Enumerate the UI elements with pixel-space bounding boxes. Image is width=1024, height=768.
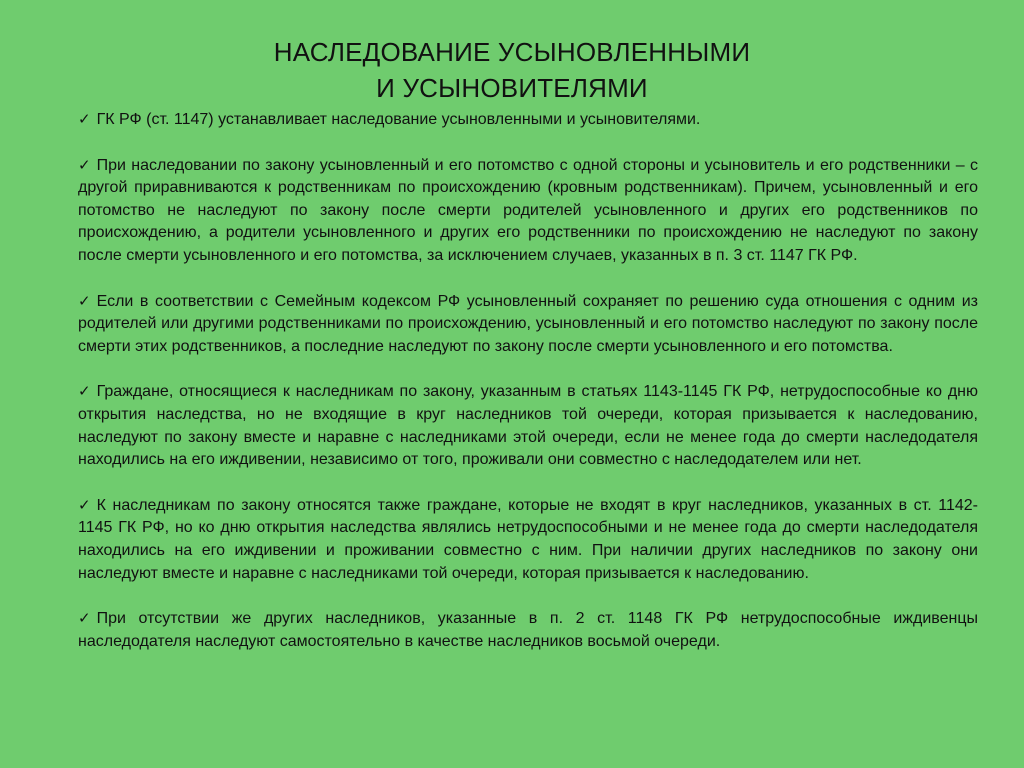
slide-title — [0, 34, 1024, 106]
list-item-text: ГК РФ (ст. 1147) устанавливает наследование усыновленными и усыновителями. — [96, 111, 701, 128]
checkmark-icon: ✓ — [78, 291, 91, 310]
list-item — [78, 380, 978, 471]
list-item-text: Граждане, относящиеся к наследникам по закону, указанным в статьях 1143-1145 ГК РФ, нетрудоспособные ко дню открытия наследства, но не входящие в круг наследников той очереди, которая призывается к наследованию, наследуют по закону вместе и наравне с наследниками этой очереди, если не менее года до смерти наследодателя находились на его иждивении, независимо от того, проживали они совместно с наследодателем или нет. — [78, 383, 978, 469]
bullet-list — [78, 108, 978, 653]
checkmark-icon: ✓ — [78, 155, 91, 174]
list-item-text: К наследникам по закону относятся также граждане, которые не входят в круг наследников, указанных в ст. 1142-1145 ГК РФ, но ко дню открытия наследства являлись нетрудоспособными и не менее года до смерти наследодателя находились на его иждивении и проживании совместно с ним. При наличии других наследников по закону они наследуют вместе и наравне с наследниками той очереди, которая призывается к наследованию. — [78, 496, 978, 582]
checkmark-icon: ✓ — [78, 382, 91, 401]
list-item — [78, 154, 978, 268]
title-line-2: И УСЫНОВИТЕЛЯМИ — [376, 73, 648, 103]
list-item — [78, 108, 978, 132]
checkmark-icon: ✓ — [78, 609, 91, 628]
checkmark-icon: ✓ — [78, 110, 91, 128]
list-item — [78, 494, 978, 585]
list-item-text: При отсутствии же других наследников, указанные в п. 2 ст. 1148 ГК РФ нетрудоспособные иждивенцы наследодателя наследуют самостоятельно в качестве наследников восьмой очереди. — [78, 610, 978, 650]
list-item-text: Если в соответствии с Семейным кодексом РФ усыновленный сохраняет по решению суда отношения с одним из родителей или другими родственниками по происхождению, усыновленный и его потомство наследуют по закону после смерти этих родственников, а последние наследуют по закону после смерти усыновленного и его потомства. — [78, 292, 978, 355]
list-item — [78, 607, 978, 653]
title-line-1: НАСЛЕДОВАНИЕ УСЫНОВЛЕННЫМИ — [273, 37, 751, 67]
checkmark-icon: ✓ — [78, 495, 91, 514]
list-item-text: При наследовании по закону усыновленный и его потомство с одной стороны и усыновитель и его родственники – с другой приравниваются к родственникам по происхождению (кровным родственникам). Причем, усыновленный и его потомство не наследуют по закону после смерти родителей усыновленного и других его родственников по происхождению, а родители усыновленного и других его родственники по происхождению не наследуют по закону после смерти усыновленного и его потомства, за исключением случаев, указанных в п. 3 ст. 1147 ГК РФ. — [78, 156, 978, 264]
list-item — [78, 290, 978, 359]
